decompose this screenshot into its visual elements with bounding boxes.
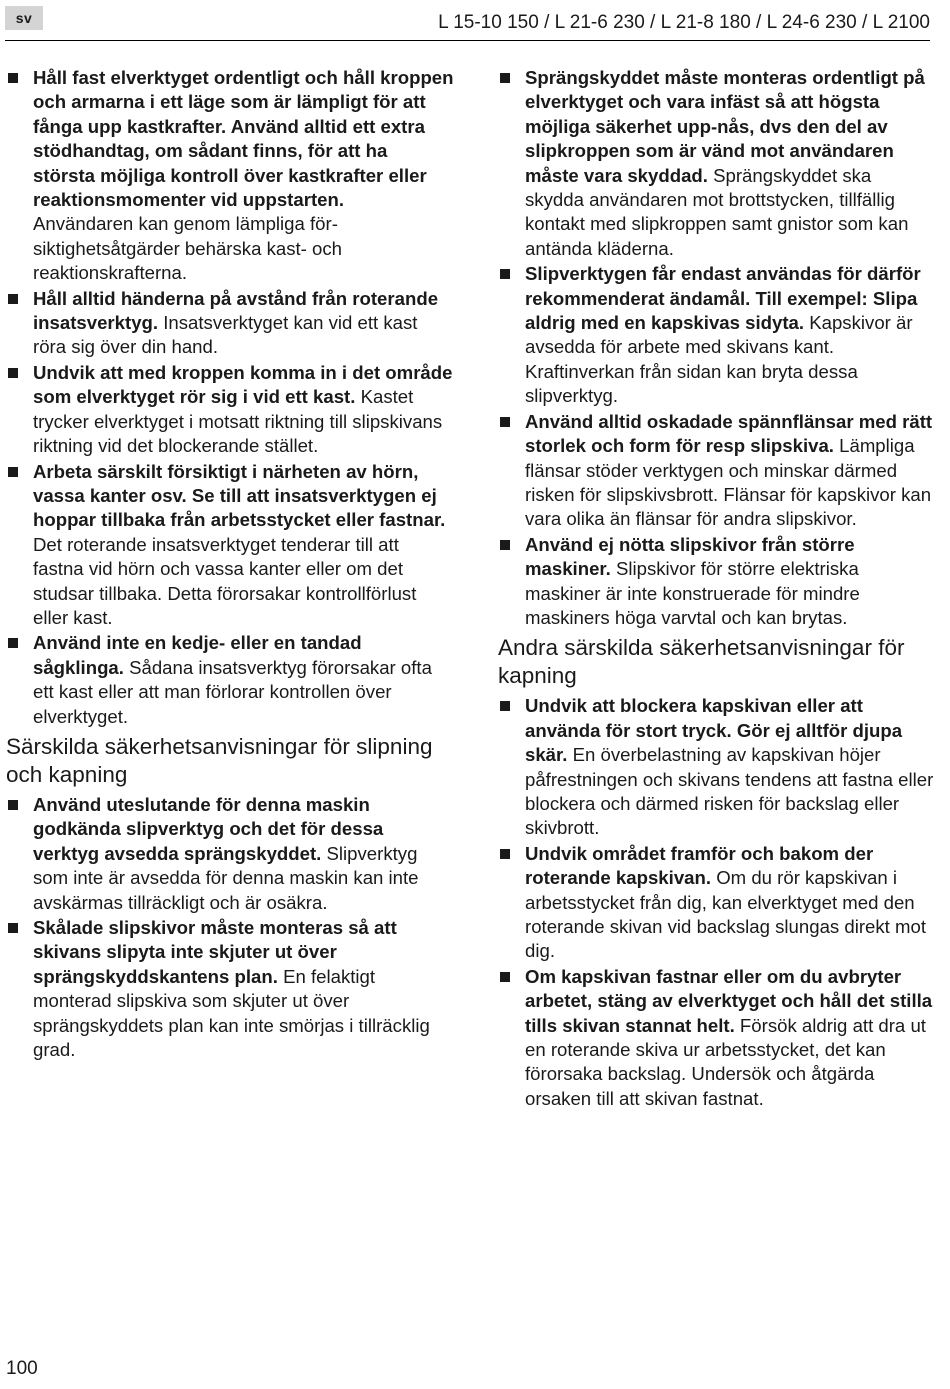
page-number: 100 — [6, 1358, 38, 1379]
square-bullet-icon — [8, 638, 18, 648]
item-text: Om du rör kapskivan i arbetsstycket från dig, kan elverktyget med den roterande skivan vid backslag slungas direkt mot dig. — [525, 867, 927, 962]
item-text: Lämpliga flänsar stöder verktygen och minskar därmed risken för slipskivsbrott. Flänsar för kapskivor kan vara olika än flänsar för andra slipskivor. — [525, 435, 932, 530]
item-bold-text: Använd uteslutande för denna maskin godkända slipverktyg och det för dessa verktyg avsedda sprängskyddet. — [33, 793, 384, 864]
item-bold-text: Undvik att blockera kapskivan eller att använda för stort tryck. Gör ej alltför djupa skär. — [525, 695, 903, 766]
item-bold-text: Slipverktygen får endast användas för därför rekommenderat ändamål. Till exempel: Slipa aldrig med en kapskivas sidyta. — [525, 263, 921, 334]
item-bold-text: Använd inte en kedje- eller en tandad sågklinga. — [33, 632, 362, 678]
square-bullet-icon — [8, 923, 18, 933]
item-text: Försök aldrig att dra ut en roterande skiva ur arbetsstycket, det kan förorsaka backslag. Undersök och åtgärda orsaken till att skivan fastnat. — [525, 1014, 926, 1109]
list-item — [6, 916, 454, 1062]
square-bullet-icon — [8, 294, 18, 304]
section-heading: Andra särskilda säkerhetsanvisningar för kapning — [498, 635, 905, 689]
item-text: Sprängskyddet ska skydda användaren mot brottstycken, tillfällig kontakt med slipkroppen samt gnistor som kan antända kläderna. — [525, 164, 909, 259]
list-item — [498, 262, 934, 408]
list-item — [6, 361, 454, 459]
square-bullet-icon — [8, 73, 18, 83]
square-bullet-icon — [500, 417, 510, 427]
item-text: Slipverktyg som inte är avsedda för denna maskin kan inte avskärmas tillräckligt och är osäkra. — [33, 842, 419, 913]
item-text: Slipskivor för större elektriska maskiner är inte konstruerade för mindre maskiners höga varvtal och kan brytas. — [525, 558, 860, 628]
item-bold-text: Sprängskyddet måste monteras ordentligt på elverktyget och vara infäst så att högsta möjliga säkerhet upp-nås, dvs den del av slipkroppen som är vänd mot användaren måste vara skyddad. — [525, 67, 925, 186]
language-badge: sv — [5, 6, 43, 30]
square-bullet-icon — [8, 467, 18, 477]
square-bullet-icon — [500, 73, 510, 83]
header-divider — [5, 40, 930, 41]
item-bold-text: Använd alltid oskadade spännflänsar med rätt storlek och form för resp slipskiva. — [525, 410, 933, 457]
list-item — [6, 460, 454, 631]
right-column — [498, 66, 934, 1112]
item-text: Kapskivor är avsedda för arbete med skivans kant. Kraftinverkan från sidan kan bryta dessa slipverktyg. — [525, 312, 913, 407]
list-item — [498, 694, 934, 840]
list-item — [498, 842, 934, 964]
list-item — [498, 533, 934, 631]
square-bullet-icon — [500, 972, 510, 982]
item-bold-text: Håll fast elverktyget ordentligt och håll kroppen och armarna i ett läge som är lämpligt för att fånga upp kastkrafter. Använd alltid ett extra stödhandtag, om sådant finns, för att ha största möjliga kontroll över kastkrafter eller reaktionsmomenter vid uppstarten. — [33, 67, 454, 211]
item-bold-text: Om kapskivan fastnar eller om du avbryter arbetet, stäng av elverktyget och håll det stilla tills skivan stannat helt. — [525, 965, 933, 1036]
model-list-header: L 15-10 150 / L 21-6 230 / L 21-8 180 / L 24-6 230 / L 2100 — [438, 12, 930, 33]
square-bullet-icon — [8, 800, 18, 810]
list-item — [498, 66, 934, 261]
list-item — [6, 793, 454, 915]
list-item — [498, 410, 934, 532]
item-text: Det roterande insatsverktyget tenderar till att fastna vid hörn och vassa kanter eller om det studsar tillbaka. Detta förorsakar kontrollförlust eller kast. — [33, 533, 417, 628]
square-bullet-icon — [500, 540, 510, 550]
square-bullet-icon — [8, 368, 18, 378]
square-bullet-icon — [500, 849, 510, 859]
list-item — [6, 287, 454, 360]
item-text: Sådana insatsverktyg förorsakar ofta ett kast eller att man förlorar kontrollen över elverktyget. — [33, 656, 432, 727]
left-column — [6, 66, 454, 1063]
list-item — [6, 66, 454, 286]
item-bold-text: Undvik området framför och bakom der roterande kapskivan. — [525, 842, 874, 889]
square-bullet-icon — [500, 269, 510, 279]
list-item — [498, 965, 934, 1111]
item-bold-text: Undvik att med kroppen komma in i det område som elverktyget rör sig i vid ett kast. — [33, 361, 453, 408]
square-bullet-icon — [500, 701, 510, 711]
item-text: En överbelastning av kapskivan höjer påfrestningen och skivans tendens att fastna eller blockera och därmed risken för backslag eller skivbrott. — [525, 744, 934, 839]
item-text: En felaktigt monterad slipskiva som skjuter ut över sprängskyddets plan kan inte smörjas i tillräcklig grad. — [33, 965, 430, 1061]
item-text: Användaren kan genom lämpliga försiktighetsåtgärder behärska kast- och reaktionskrafterna. — [33, 213, 343, 284]
item-bold-text: Arbeta särskilt försiktigt i närheten av hörn, vassa kanter osv. Se till att insatsverktygen ej hoppar tillbaka från arbetsstycket eller fastnar. — [33, 460, 446, 531]
item-text: Insatsverktyget kan vid ett kast röra sig över din hand. — [33, 312, 418, 358]
list-item — [6, 631, 454, 729]
section-heading: Särskilda säkerhetsanvisningar för slipning och kapning — [6, 733, 433, 787]
item-bold-text: Skålade slipskivor måste monteras så att skivans slipyta inte skjuter ut över sprängskyddskantens plan. — [33, 917, 397, 987]
item-bold-text: Håll alltid händerna på avstånd från roterande insatsverktyg. — [33, 287, 439, 334]
item-bold-text: Använd ej nötta slipskivor från större maskiner. — [525, 533, 855, 580]
item-text: Kastet trycker elverktyget i motsatt riktning till slipskivans riktning vid det blockerande stället. — [33, 386, 443, 457]
